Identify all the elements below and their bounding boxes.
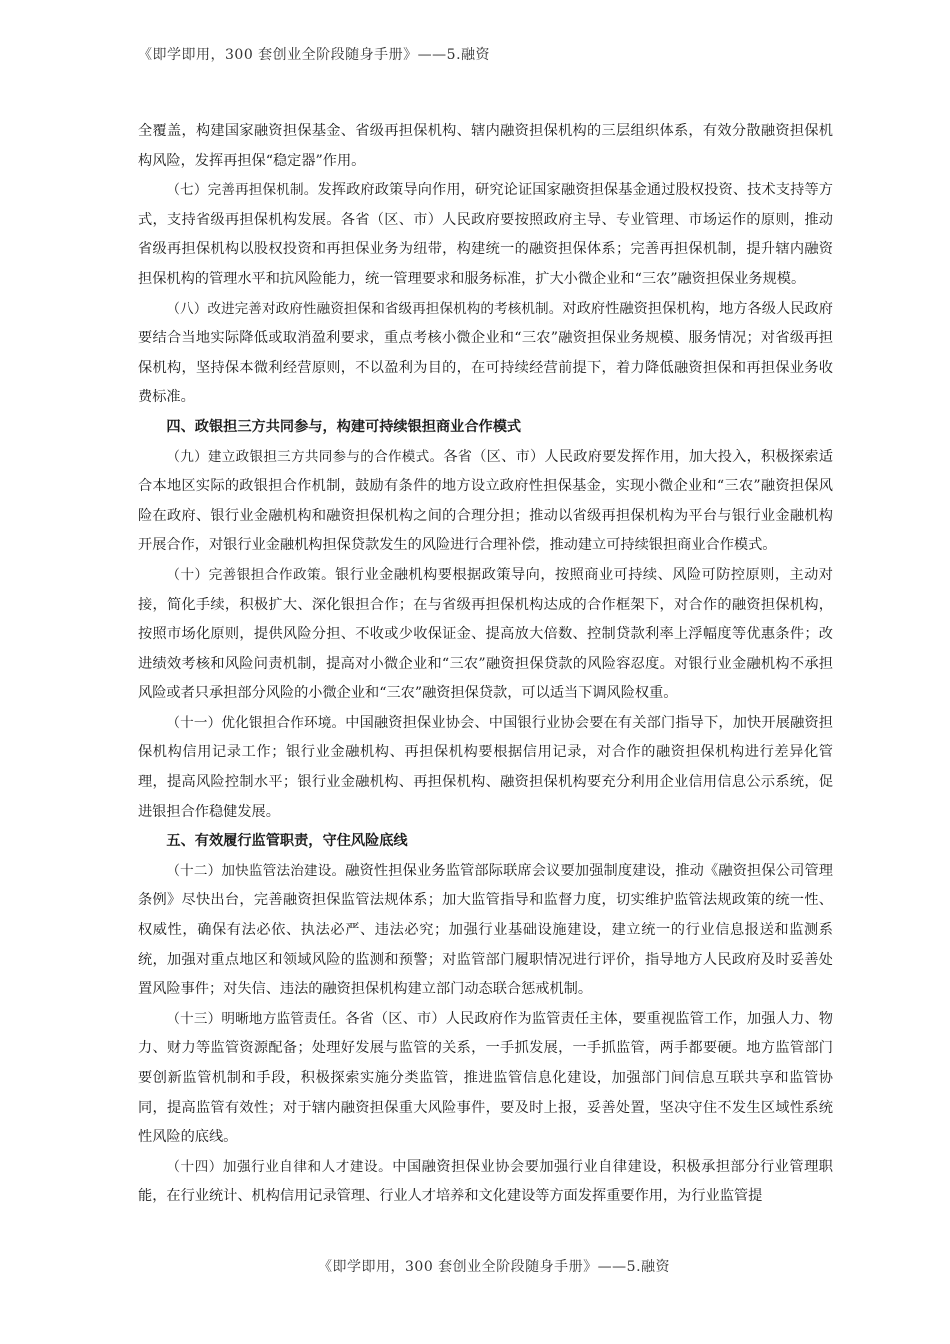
paragraph-13-body: 各省（区、市）人民政府作为监管责任主体，要重视监管工作，加强人力、物力、财力等监管资源配备；处理好发展与监管的关系，一手抓发展，一手抓监管，两手都要硬。地方监管部门要创新监管机制和手段，积极探索实施分类监管，推进监管信息化建设，加强部门间信息互联共享和监管协同，提高监管有效性；对于辖内融资担保重大风险事件，要及时上报，妥善处置，坚决守住不发生区域性系统性风险的底线。 (138, 1010, 833, 1146)
paragraph-13 (138, 1005, 833, 1153)
paragraph-12-lead: （十二）加快监管法治建设。 (166, 862, 346, 879)
paragraph-8-lead: （八）改进完善对政府性融资担保和省级再担保机构的考核机制。 (166, 300, 563, 317)
paragraph-8-body: 对政府性融资担保机构，地方各级人民政府要结合当地实际降低或取消盈利要求，重点考核小微企业和“三农”融资担保业务规模、服务情况；对省级再担保机构，坚持保本微利经营原则，不以盈利为目的，在可持续经营前提下，着力降低融资担保和再担保业务收费标准。 (138, 300, 833, 406)
document-body (138, 117, 833, 1212)
paragraph-14-lead: （十四）加强行业自律和人才建设。 (166, 1158, 393, 1175)
paragraph-11-lead: （十一）优化银担合作环境。 (166, 714, 346, 731)
paragraph-7-lead: （七）完善再担保机制。 (166, 182, 318, 199)
paragraph-14-body: 中国融资担保业协会要加强行业自律建设，积极承担部分行业管理职能，在行业统计、机构信用记录管理、行业人才培养和文化建设等方面发挥重要作用，为行业监管提 (138, 1158, 833, 1205)
paragraph-7 (138, 176, 833, 294)
paragraph-11 (138, 709, 833, 827)
paragraph-14 (138, 1153, 833, 1212)
section-heading-4: 四、政银担三方共同参与，构建可持续银担商业合作模式 (166, 418, 522, 435)
paragraph-continued: 全覆盖，构建国家融资担保基金、省级再担保机构、辖内融资担保机构的三层组织体系，有效分散融资担保机构风险，发挥再担保“稳定器”作用。 (138, 123, 833, 169)
paragraph-10-body: 银行业金融机构要根据政策导向，按照商业可持续、风险可防控原则，主动对接，简化手续，积极扩大、深化银担合作；在与省级再担保机构达成的合作框架下，对合作的融资担保机构，按照市场化原则，提供风险分担、不收或少收保证金、提高放大倍数、控制贷款利率上浮幅度等优惠条件；改进绩效考核和风险问责机制，提高对小微企业和“三农”融资担保贷款的风险容忍度。对银行业金融机构不承担风险或者只承担部分风险的小微企业和“三农”融资担保贷款，可以适当下调风险权重。 (138, 566, 833, 702)
paragraph-11-body: 中国融资担保业协会、中国银行业协会要在有关部门指导下，加快开展融资担保机构信用记录工作；银行业金融机构、再担保机构要根据信用记录，对合作的融资担保机构进行差异化管理，提高风险控制水平；银行业金融机构、再担保机构、融资担保机构要充分利用企业信用信息公示系统，促进银担合作稳健发展。 (138, 714, 833, 820)
running-header: 《即学即用，300 套创业全阶段随身手册》——5.融资 (138, 47, 491, 63)
paragraph-9-lead: （九）建立政银担三方共同参与的合作模式。 (166, 448, 444, 465)
paragraph-7-body: 发挥政府政策导向作用，研究论证国家融资担保基金通过股权投资、技术支持等方式，支持省级再担保机构发展。各省（区、市）人民政府要按照政府主导、专业管理、市场运作的原则，推动省级再担保机构以股权投资和再担保业务为纽带，构建统一的融资担保体系；完善再担保机制，提升辖内融资担保机构的管理水平和抗风险能力，统一管理要求和服务标准，扩大小微企业和“三农”融资担保业务规模。 (138, 182, 833, 287)
paragraph-8 (138, 295, 833, 413)
paragraph-9-body: 各省（区、市）人民政府要发挥作用，加大投入，积极探索适合本地区实际的政银担合作机制，鼓励有条件的地方设立政府性担保基金，实现小微企业和“三农”融资担保风险在政府、银行业金融机构和融资担保机构之间的合理分担；推动以省级再担保机构为平台与银行业金融机构开展合作，对银行业金融机构担保贷款发生的风险进行合理补偿，推动建立可持续银担商业合作模式。 (138, 448, 833, 554)
paragraph-13-lead: （十三）明晰地方监管责任。 (166, 1010, 346, 1027)
section-heading-5: 五、有效履行监管职责，守住风险底线 (166, 833, 408, 850)
running-footer: 《即学即用，300 套创业全阶段随身手册》——5.融资 (318, 1259, 671, 1275)
paragraph-10 (138, 561, 833, 709)
paragraph-12-body: 融资性担保业务监管部际联席会议要加强制度建设，推动《融资担保公司管理条例》尽快出台，完善融资担保监管法规体系；加大监管指导和监督力度，切实维护监管法规政策的统一性、权威性，确保有法必依、执法必严、违法必究；加强行业基础设施建设，建立统一的行业信息报送和监测系统，加强对重点地区和领域风险的监测和预警；对监管部门履职情况进行评价，指导地方人民政府及时妥善处置风险事件；对失信、违法的融资担保机构建立部门动态联合惩戒机制。 (138, 862, 833, 998)
paragraph-12 (138, 857, 833, 1005)
paragraph-10-lead: （十）完善银担合作政策。 (166, 566, 336, 583)
paragraph-9 (138, 443, 833, 561)
